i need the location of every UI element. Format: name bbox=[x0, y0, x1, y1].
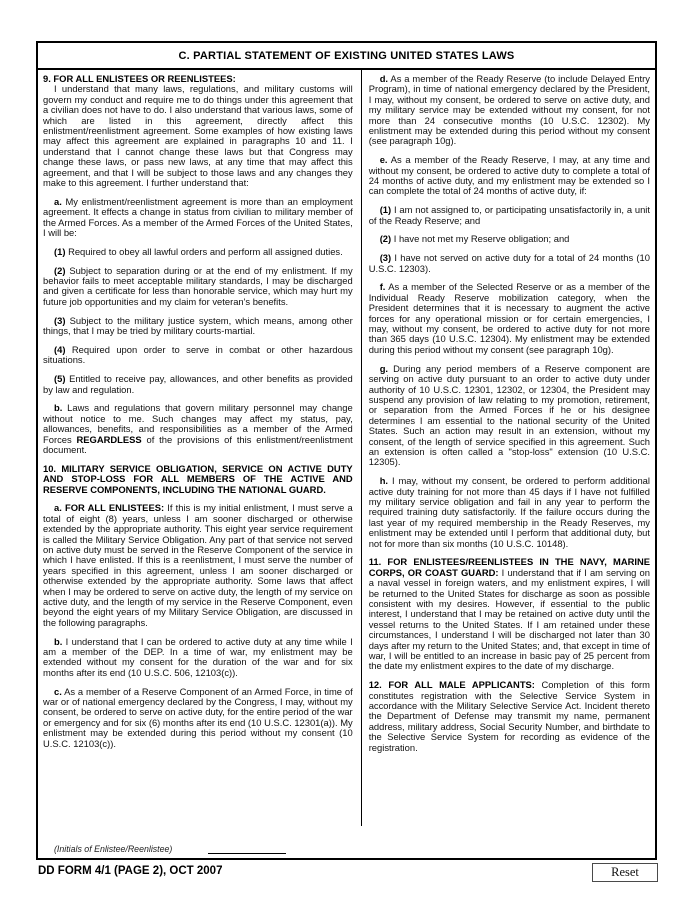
paragraph: d. As a member of the Ready Reserve (to include Delayed Entry Program), in time of national emergency declared by the President, I may, without my consent, be ordered to serve on active duty, and my military service may be extended without my consent, for not more than 24 consecutive months (10 U.S.C. 12302). My enlistment may be extended during this period without my consent (see paragraph 10g). bbox=[368, 73, 650, 147]
right-column bbox=[361, 70, 655, 826]
section-header bbox=[38, 43, 655, 70]
paragraph: c. As a member of a Reserve Component of an Armed Force, in time of war or of national emergency declared by the Congress, I may, without my consent, be ordered to serve on active duty, for the entire period of the war or emergency and for six (6) months after its end (10 U.S.C. 12301(a)). My enlistment may be extended during this period without my consent (10 U.S.C. 12103(c)). bbox=[43, 685, 353, 749]
paragraph: (3) I have not served on active duty for a total of 24 months (10 U.S.C. 12303). bbox=[368, 252, 650, 274]
page-title: C. PARTIAL STATEMENT OF EXISTING UNITED STATES LAWS bbox=[178, 49, 515, 62]
paragraph: (5) Entitled to receive pay, allowances, and other benefits as provided by law and regulation. bbox=[43, 373, 353, 395]
form-page-box bbox=[36, 41, 657, 860]
paragraph: (3) Subject to the military justice system, which means, among other things, that I may be tried by military courts-martial. bbox=[43, 314, 353, 337]
paragraph: f. As a member of the Selected Reserve or as a member of the Individual Ready Reserve mobilization category, when the President determines that it is necessary to augment the active forces for any operational mission or for certain emergencies, I may, without my consent, be ordered to active duty for not more than 365 days (10 U.S.C. 12304). My enlistment may be extended during this period without my consent (see paragraph 10g). bbox=[368, 281, 650, 355]
initials-label: (Initials of Enlistee/Reenlistee) bbox=[54, 844, 173, 854]
paragraph: b. Laws and regulations that govern military personnel may change without notice to me. Such changes may affect my status, pay, allowances, benefits, and responsibilities as a member of the Armed Forces REGARDLESS of the provisions of this enlistment/reenlistment document. bbox=[43, 402, 353, 455]
form-id: DD FORM 4/1 (PAGE 2), OCT 2007 bbox=[38, 865, 223, 877]
paragraph: (2) Subject to separation during or at the end of my enlistment. If my behavior fails to meet acceptable military standards, I may be discharged and given a certificate for less than honorable service, which may hurt my future job opportunities and my claim for veteran's benefits. bbox=[43, 264, 353, 307]
paragraph: h. I may, without my consent, be ordered to perform additional active duty training for not more than 45 days if I have not fulfilled my military service obligation and fail in any year to perform the required training duty satisfactorily. If the failure occurs during the last year of my required membership in the Ready Reserves, my enlistment may be extended until I perform that additional duty, but not for more than six months (10 U.S.C. 10148). bbox=[368, 475, 650, 549]
paragraph: (2) I have not met my Reserve obligation; and bbox=[379, 233, 570, 245]
two-column-body bbox=[38, 70, 655, 826]
paragraph: e. As a member of the Ready Reserve, I may, at any time and without my consent, be ordered to active duty to complete a total of 24 months of active duty, and my enlistment may be extended so I can complete the total of 24 months of active duty, if: bbox=[368, 154, 650, 197]
paragraph: I understand that many laws, regulations, and military customs will govern my conduct and require me to do things under this agreement that a civilian does not have to do. I also understand that various laws, some of which are listed in this agreement, directly affect this enlistment/reenlistment agreement. Some examples of how existing laws may affect this agreement are explained in paragraphs 10 and 11. I understand that I cannot change these laws but that Congress may change these laws, or pass new laws, at any time that may affect this agreement, and that I will be subject to those laws and any changes they make to this agreement. I further understand that: bbox=[43, 83, 353, 189]
paragraph: (1) Required to obey all lawful orders and perform all assigned duties. bbox=[54, 245, 343, 257]
paragraph: (1) I am not assigned to, or participating unsatisfactorily in, a unit of the Ready Reserve; and bbox=[368, 204, 650, 226]
paragraph: 12. FOR ALL MALE APPLICANTS: Completion of this form constitutes registration with the Selective Service System in accordance with the Military Selective Service Act. Incident thereto the Department of Defense may transmit my name, permanent address, military address, Social Security Number, and birthdate to the Selective Service System for recording as evidence of the registration. bbox=[368, 679, 650, 753]
initials-row bbox=[54, 843, 286, 854]
left-column bbox=[38, 70, 361, 826]
reset-button[interactable]: Reset bbox=[592, 863, 658, 882]
paragraph: b. I understand that I can be ordered to active duty at any time while I am a member of the DEP. In a time of war, my enlistment may be extended without my consent for the duration of the war and for six months after its end (10 U.S.C. 506, 12103(c)). bbox=[43, 635, 353, 678]
paragraph: (4) Required upon order to serve in combat or other hazardous situations. bbox=[43, 343, 353, 366]
paragraph: a. My enlistment/reenlistment agreement is more than an employment agreement. It effects a change in status from civilian to military member of the Armed Forces. As a member of the Armed Forces of the United States, I will be: bbox=[43, 195, 353, 239]
paragraph: 11. FOR ENLISTEES/REENLISTEES IN THE NAVY, MARINE CORPS, OR COAST GUARD: I understand that if I am serving on a naval vessel in foreign waters, and my enlistment expires, I will be returned to the United States for discharge as soon as possible consistent with my desires. However, if essential to the public interest, I understand that I may be retained on active duty until the vessel returns to the United States. If I am retained under these circumstances, I understand I will be discharged not later than 30 days after my return to the United States; and, that except in time of war, I will be entitled to an increase in basic pay of 25 percent from the date my enlistment expires to the date of my discharge. bbox=[368, 556, 650, 672]
paragraph: 9. FOR ALL ENLISTEES OR REENLISTEES: bbox=[43, 73, 236, 84]
paragraph: g. During any period members of a Reserve component are serving on active duty pursuant to an order to active duty under authority of 10 U.S.C. 12301, 12302, or 12304, the President may suspend any provision of law relating to my promotion, retirement, or separation from the Armed Forces if he or his designee determines I am essential to the national security of the United States. Such an action may result in an extension, without my consent, of the length of service specified in this agreement. Such an extension is often called a "stop-loss" extension (10 U.S.C. 12305). bbox=[368, 362, 650, 468]
paragraph: 10. MILITARY SERVICE OBLIGATION, SERVICE ON ACTIVE DUTY AND STOP-LOSS FOR ALL MEMBERS OF THE ACTIVE AND RESERVE COMPONENTS, INCLUDING THE NATIONAL GUARD. bbox=[43, 462, 353, 495]
paragraph: a. FOR ALL ENLISTEES: If this is my initial enlistment, I must serve a total of eight (8) years, unless I am sooner discharged or otherwise extended by the appropriate authority. This eight year service requirement is called the Military Service Obligation. Any part of that service not served on active duty must be served in the Reserve Component of the service in which I have enlisted. If this is a reenlistment, I must serve the number of years specified in this agreement, unless I am sooner discharged or otherwise extended by the appropriate authority. Some laws that affect when I may be ordered to serve on active duty, the length of my service on active duty, and the length of my service in the Reserve Component, even beyond the eight years of my Military Service Obligation, are discussed in the following paragraphs. bbox=[43, 502, 353, 628]
initials-entry-line[interactable] bbox=[208, 843, 286, 854]
